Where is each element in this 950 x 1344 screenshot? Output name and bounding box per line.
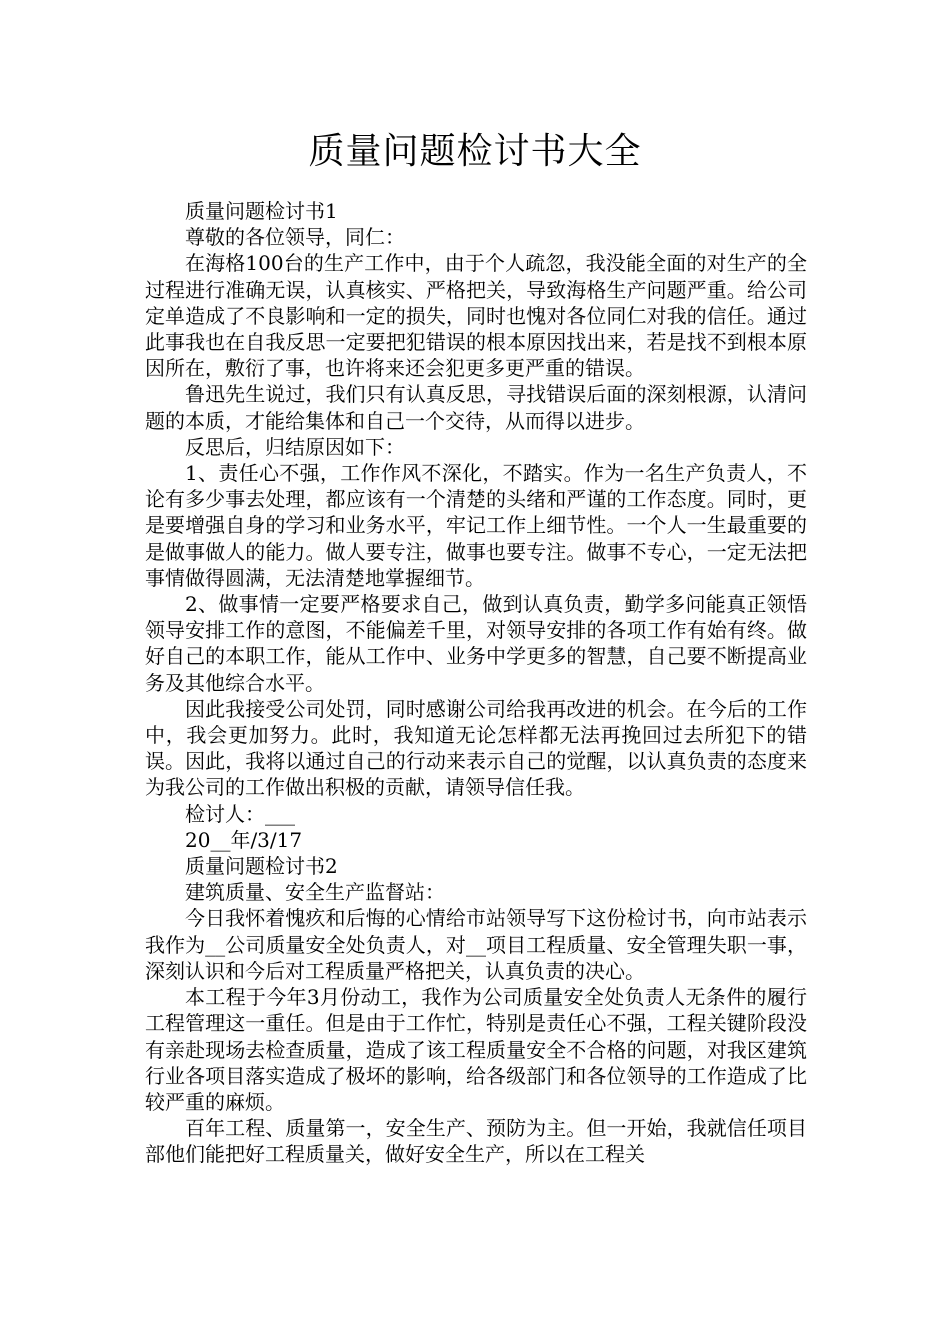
paragraph: 反思后，归结原因如下： xyxy=(185,434,405,459)
signature-line: 检讨人：___ xyxy=(185,801,295,826)
paragraph: 1、责任心不强，工作作风不深化，不踏实。作为一名生产负责人，不论有多少事去处理，都应该有一个清楚的头绪和严谨的工作态度。同时，更是要增强自身的学习和业务水平，牢记工作上细节性。一个人一生最重要的是做事做人的能力。做人要专注，做事也要专注。做事不专心，一定无法把事情做得圆满，无法清楚地掌握细节。 xyxy=(145,461,807,590)
paragraph: 鲁迅先生说过，我们只有认真反思，寻找错误后面的深刻根源，认清问题的本质，才能给集体和自己一个交待，从而得以进步。 xyxy=(145,382,807,433)
date-line: 20__年/3/17 xyxy=(185,827,303,852)
paragraph: 今日我怀着愧疚和后悔的心情给市站领导写下这份检讨书，向市站表示我作为__公司质量安全处负责人，对__项目工程质量、安全管理失职一事，深刻认识和今后对工程质量严格把关，认真负责的决心。 xyxy=(145,906,807,983)
salutation-2: 建筑质量、安全生产监督站： xyxy=(185,880,445,905)
document-title: 质量问题检讨书大全 xyxy=(308,131,642,172)
section-heading-1: 质量问题检讨书1 xyxy=(185,199,338,223)
salutation-1: 尊敬的各位领导，同仁： xyxy=(185,225,405,250)
section-heading-2: 质量问题检讨书2 xyxy=(185,854,338,879)
paragraph: 因此我接受公司处罚，同时感谢公司给我再改进的机会。在今后的工作中，我会更加努力。此时，我知道无论怎样都无法再挽回过去所犯下的错误。因此，我将以通过自己的行动来表示自己的觉醒，以认真负责的态度来为我公司的工作做出积极的贡献，请领导信任我。 xyxy=(145,696,807,800)
paragraph: 本工程于今年3月份动工，我作为公司质量安全处负责人无条件的履行工程管理这一重任。但是由于工作忙，特别是责任心不强，工程关键阶段没有亲赴现场去检查质量，造成了该工程质量安全不合格的问题，对我区建筑行业各项目落实造成了极坏的影响，给各级部门和各位领导的工作造成了比较严重的麻烦。 xyxy=(145,985,807,1114)
paragraph: 百年工程、质量第一，安全生产、预防为主。但一开始，我就信任项目部他们能把好工程质量关，做好安全生产，所以在工程关 xyxy=(145,1116,807,1167)
paragraph: 在海格100台的生产工作中，由于个人疏忽，我没能全面的对生产的全过程进行准确无误，认真核实、严格把关，导致海格生产问题严重。给公司定单造成了不良影响和一定的损失，同时也愧对各位同仁对我的信任。通过此事我也在自我反思一定要把犯错误的根本原因找出来，若是找不到根本原因所在，敷衍了事，也许将来还会犯更多更严重的错误。 xyxy=(145,251,807,381)
document-body xyxy=(145,198,807,1168)
paragraph: 2、做事情一定要严格要求自己，做到认真负责，勤学多问能真正领悟领导安排工作的意图，不能偏差千里，对领导安排的各项工作有始有终。做好自己的本职工作，能从工作中、业务中学更多的智慧，自己要不断提高业务及其他综合水平。 xyxy=(145,592,807,695)
